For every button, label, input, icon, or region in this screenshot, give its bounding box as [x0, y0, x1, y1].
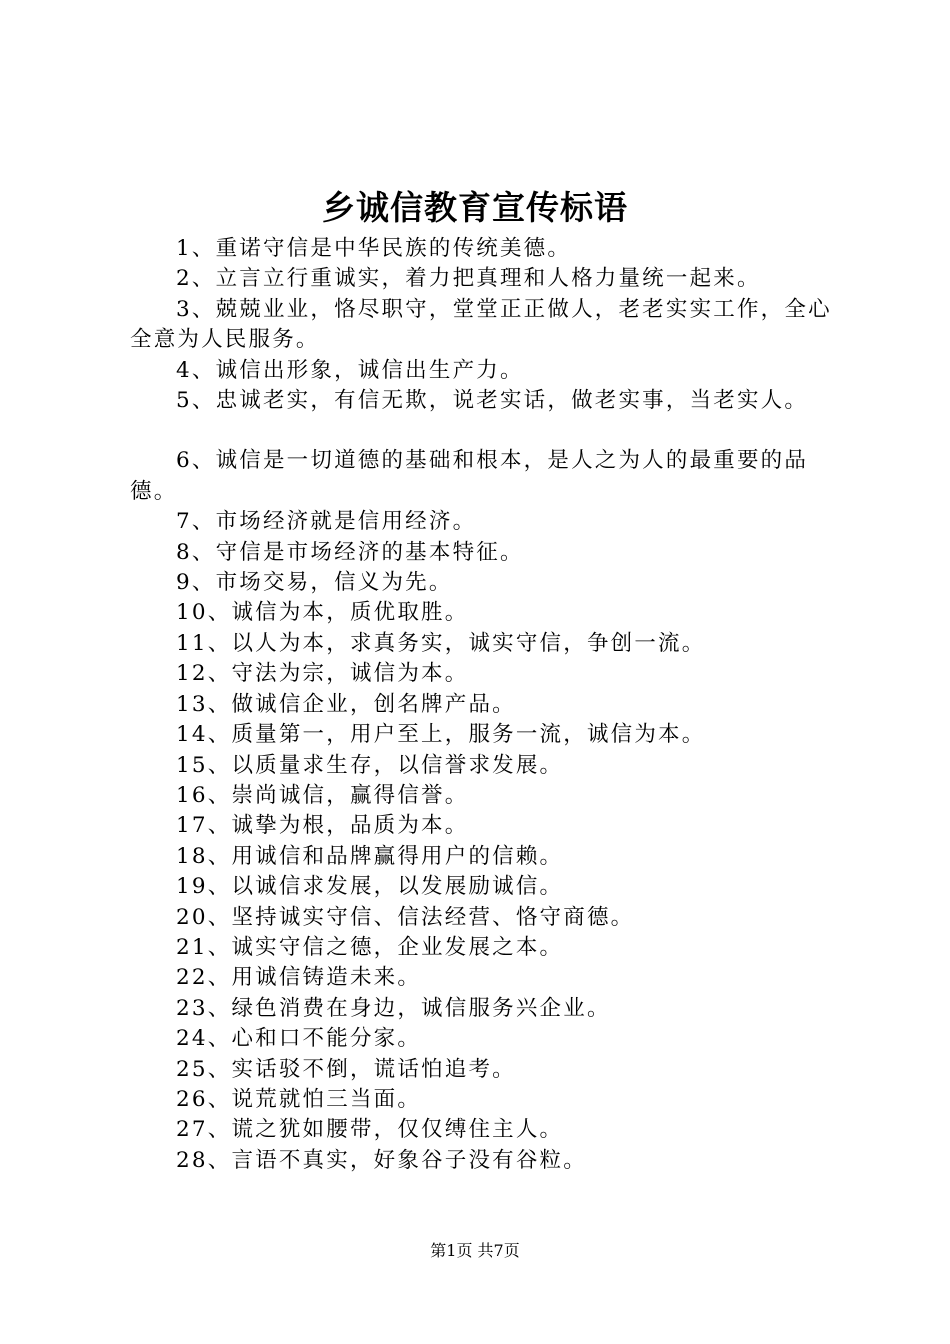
slogan-item: 25、实话驳不倒，谎话怕追考。 — [176, 1056, 516, 1082]
slogan-item: 2、立言立行重诚实，着力把真理和人格力量统一起来。 — [176, 266, 761, 292]
slogan-item: 12、守法为宗，诚信为本。 — [176, 661, 469, 687]
slogan-item: 1、重诺守信是中华民族的传统美德。 — [176, 236, 572, 261]
slogan-item: 11、以人为本，求真务实，诚实守信，争创一流。 — [176, 630, 706, 656]
slogan-item: 18、用诚信和品牌赢得用户的信赖。 — [176, 843, 564, 869]
slogan-item: 26、说荒就怕三当面。 — [176, 1086, 422, 1112]
slogan-item: 22、用诚信铸造未来。 — [176, 965, 422, 991]
page-indicator: 第1页 共7页 — [430, 1241, 520, 1260]
slogan-item: 16、崇尚诚信，赢得信誉。 — [176, 782, 469, 808]
slogan-item: 3、兢兢业业，恪尽职守，堂堂正正做人，老老实实工作，全心全意为人民服务。 — [130, 296, 832, 353]
slogan-item: 24、心和口不能分家。 — [176, 1026, 422, 1052]
paragraph-gap — [130, 416, 850, 446]
slogan-item: 14、质量第一，用户至上，服务一流，诚信为本。 — [176, 722, 706, 748]
document-title: 乡诚信教育宣传标语 — [322, 188, 628, 227]
slogan-item: 15、以质量求生存，以信誉求发展。 — [176, 752, 564, 778]
slogan-item: 4、诚信出形象，诚信出生产力。 — [176, 357, 524, 383]
slogan-item: 20、坚持诚实守信、信法经营、恪守商德。 — [176, 904, 635, 930]
slogan-item: 13、做诚信企业，创名牌产品。 — [176, 691, 516, 717]
slogan-item: 28、言语不真实，好象谷子没有谷粒。 — [176, 1147, 587, 1173]
slogan-item: 10、诚信为本，质优取胜。 — [176, 600, 469, 626]
slogan-item: 23、绿色消费在身边，诚信服务兴企业。 — [176, 995, 611, 1021]
slogan-item: 27、谎之犹如腰带，仅仅缚住主人。 — [176, 1117, 564, 1143]
slogan-item: 7、市场经济就是信用经济。 — [176, 509, 477, 535]
slogan-item: 6、诚信是一切道德的基础和根本，是人之为人的最重要的品德。 — [130, 448, 809, 504]
slogan-item: 21、诚实守信之德，企业发展之本。 — [176, 934, 564, 960]
slogan-item: 9、市场交易，信义为先。 — [176, 570, 453, 596]
slogan-item: 17、诚挚为根，品质为本。 — [176, 813, 469, 839]
slogan-item: 5、忠诚老实，有信无欺，说老实话，做老实事，当老实人。 — [176, 388, 809, 414]
slogan-item: 8、守信是市场经济的基本特征。 — [176, 539, 524, 565]
slogan-list — [130, 234, 850, 1176]
slogan-item: 19、以诚信求发展，以发展励诚信。 — [176, 874, 564, 900]
